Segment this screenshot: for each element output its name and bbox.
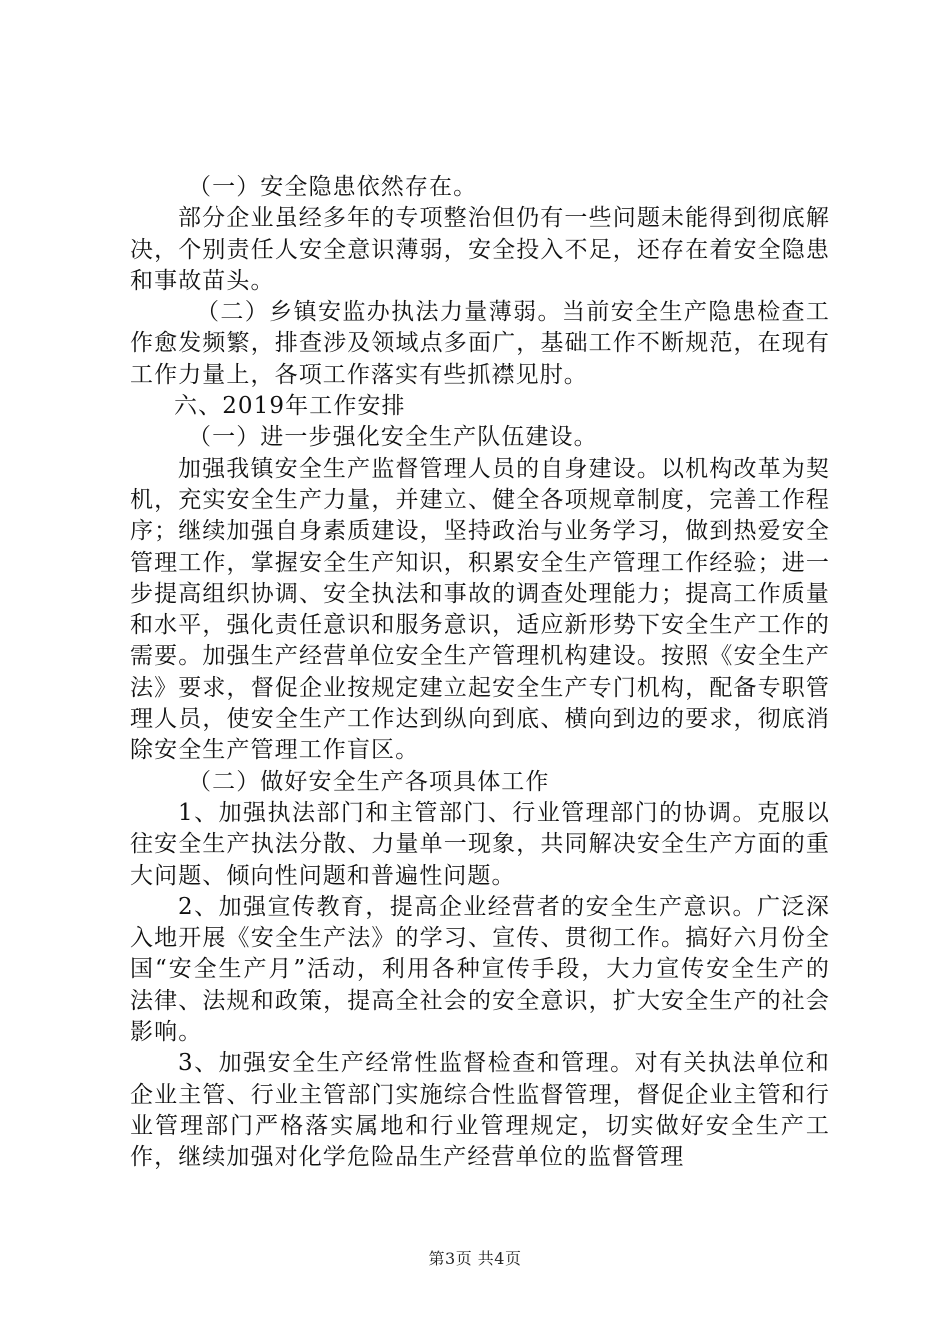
subheading-safety-hazards: （一）安全隐患依然存在。 — [188, 174, 478, 200]
paragraph-safety-hazards: 部分企业虽经多年的专项整治但仍有一些问题未能得到彻底解决，个别责任人安全意识薄弱，安全投入不足，还存在着安全隐患和事故苗头。 — [130, 205, 830, 294]
subheading-team-building: （一）进一步强化安全生产队伍建设。 — [188, 424, 598, 451]
page-number-footer: 第3页 共4页 — [428, 1249, 522, 1268]
paragraph-item-2: 2、加强宣传教育，提高企业经营者的安全生产意识。广泛深入地开展《安全生产法》的学习、宣传、贯彻工作。搞好六月份全国“安全生产月”活动，利用各种宣传手段，大力宣传安全生产的法律、法规和政策，提高全社会的安全意识，扩大安全生产的社会影响。 — [130, 893, 830, 1046]
subheading-specific-work: （二）做好安全生产各项具体工作 — [188, 768, 550, 795]
document-body — [130, 172, 830, 1174]
paragraph-enforcement-weak: （二）乡镇安监办执法力量薄弱。当前安全生产隐患检查工作愈发频繁，排查涉及领域点多面广，基础工作不断规范，在现有工作力量上，各项工作落实有些抓襟见肘。 — [130, 299, 830, 388]
section-heading-2019-plan: 六、2019年工作安排 — [174, 393, 406, 420]
paragraph-team-building: 加强我镇安全生产监督管理人员的自身建设。以机构改革为契机，充实安全生产力量，并建立、健全各项规章制度，完善工作程序；继续加强自身素质建设，坚持政治与业务学习，做到热爱安全管理工作，掌握安全生产知识，积累安全生产管理工作经验；进一步提高组织协调、安全执法和事故的调查处理能力；提高工作质量和水平，强化责任意识和服务意识，适应新形势下安全生产工作的需要。加强生产经营单位安全生产管理机构建设。按照《安全生产法》要求，督促企业按规定建立起安全生产专门机构，配备专职管理人员，使安全生产工作达到纵向到底、横向到边的要求，彻底消除安全生产管理工作盲区。 — [130, 455, 830, 764]
paragraph-item-3: 3、加强安全生产经常性监督检查和管理。对有关执法单位和企业主管、行业主管部门实施综合性监督管理，督促企业主管和行业管理部门严格落实属地和行业管理规定，切实做好安全生产工作，继续加强对化学危险品生产经营单位的监督管理 — [130, 1050, 830, 1171]
paragraph-item-1: 1、加强执法部门和主管部门、行业管理部门的协调。克服以往安全生产执法分散、力量单一现象，共同解决安全生产方面的重大问题、倾向性问题和普遍性问题。 — [130, 799, 830, 889]
